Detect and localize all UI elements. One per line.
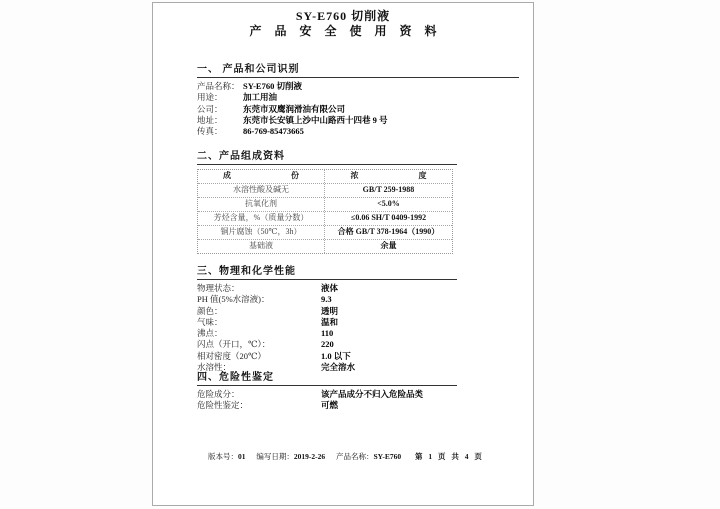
table-row: [198, 240, 452, 253]
field-value: 东莞市长安镇上沙中山路西十四巷 9 号: [243, 114, 388, 125]
table-row: [198, 184, 452, 198]
field-value: 完全溶水: [321, 362, 356, 373]
page-title: SY-E760 切削液: [295, 9, 391, 23]
table-cell: <5.0%: [377, 199, 400, 208]
section-2-heading: 二、产品组成资料: [197, 147, 457, 165]
table-cell: GB/T 259-1988: [362, 185, 415, 194]
field-row-odor: [197, 317, 457, 328]
section-1-fields: [197, 81, 519, 137]
table-cell: 抗氧化剂: [198, 198, 325, 211]
field-value: 该产品成分不归入危险品类: [321, 389, 424, 399]
table-cell: 铜片腐蚀（50℃，3h）: [198, 226, 325, 239]
field-label: 水溶性：: [197, 362, 232, 373]
table-cell: 基础液: [198, 240, 325, 253]
field-row-address: [197, 115, 519, 126]
field-label: 物理状态：: [197, 283, 240, 293]
footer-version-value: 01: [238, 452, 246, 461]
field-label: 危险成分：: [197, 389, 240, 399]
field-label: 相对密度（20℃）: [197, 350, 267, 361]
field-value: 9.3: [321, 294, 332, 305]
field-label: 气味：: [197, 316, 223, 327]
field-row-ph: [197, 294, 457, 305]
field-label: 地址：: [197, 114, 223, 125]
field-value: 220: [321, 339, 334, 350]
footer-page-indicator: 第 1 页 共 4 页: [415, 452, 484, 461]
field-row-hazard-component: [197, 389, 457, 400]
section-product-company: [197, 59, 519, 137]
table-cell: 余量: [380, 241, 397, 250]
table-cell: 水溶性酸及碱无: [198, 184, 325, 197]
table-cell: ≤0.06 SH/T 0409-1992: [350, 213, 427, 222]
section-physical-chemical: [197, 261, 457, 373]
table-header-row: [198, 170, 452, 184]
field-label: 用途：: [197, 92, 223, 103]
field-value: SY-E760 切削液: [243, 81, 302, 91]
field-value: 温和: [321, 316, 339, 327]
section-1-heading: 一、 产品和公司识别: [197, 60, 519, 78]
field-row-hazard-rating: [197, 400, 457, 411]
table-row: [198, 198, 452, 212]
field-value: 透明: [321, 305, 339, 316]
footer-date-value: 2019-2-26: [293, 452, 326, 461]
field-row-company: [197, 104, 519, 115]
section-hazard: [197, 367, 457, 412]
field-row-boiling-point: [197, 328, 457, 339]
section-4-heading: 四、危险性鉴定: [197, 368, 457, 386]
field-value: 1.0 以下: [321, 350, 351, 361]
field-label: PH 值(5%水溶液)：: [197, 294, 270, 305]
page-subtitle: 产品安全使用资料: [249, 24, 450, 38]
field-value: 可燃: [321, 400, 339, 411]
table-row: [198, 212, 452, 226]
field-value: 东莞市双鹰润滑油有限公司: [243, 103, 346, 114]
field-row-product-name: [197, 81, 519, 92]
document-page: [152, 2, 534, 506]
field-row-usage: [197, 92, 519, 103]
field-label: 沸点：: [197, 328, 223, 339]
field-value: 86-769-85473665: [243, 126, 304, 137]
footer-product-value: SY-E760: [373, 452, 402, 461]
field-value: 加工用油: [243, 92, 278, 103]
table-row: [198, 226, 452, 240]
composition-table: [197, 169, 453, 254]
field-row-flash-point: [197, 339, 457, 350]
section-composition: [197, 146, 457, 165]
field-value: 110: [321, 328, 334, 339]
table-header-concentration: 浓 度: [350, 171, 427, 180]
table-cell: 芳烃含量，%（质量分数）: [198, 212, 325, 225]
table-cell: 合格 GB/T 378-1964（1990）: [337, 227, 440, 236]
section-3-heading: 三、物理和化学性能: [197, 262, 457, 280]
field-label: 危险性鉴定：: [197, 400, 249, 411]
field-label: 闪点（开口，℃）：: [197, 339, 271, 350]
table-header-component: 成 份: [198, 170, 325, 183]
field-value: 液体: [321, 283, 339, 293]
section-4-fields: [197, 389, 457, 412]
field-label: 传真：: [197, 126, 223, 137]
page-footer: [208, 451, 484, 462]
field-label: 公司：: [197, 103, 223, 114]
field-label: 产品名称：: [197, 81, 240, 91]
field-row-color: [197, 306, 457, 317]
footer-product-label: 产品名称：: [336, 452, 374, 461]
field-row-relative-density: [197, 351, 457, 362]
field-row-fax: [197, 126, 519, 137]
footer-date-label: 编写日期：: [256, 452, 294, 461]
field-label: 颜色：: [197, 305, 223, 316]
section-3-fields: [197, 283, 457, 373]
footer-version-label: 版本号：: [208, 452, 238, 461]
field-row-physical-state: [197, 283, 457, 294]
